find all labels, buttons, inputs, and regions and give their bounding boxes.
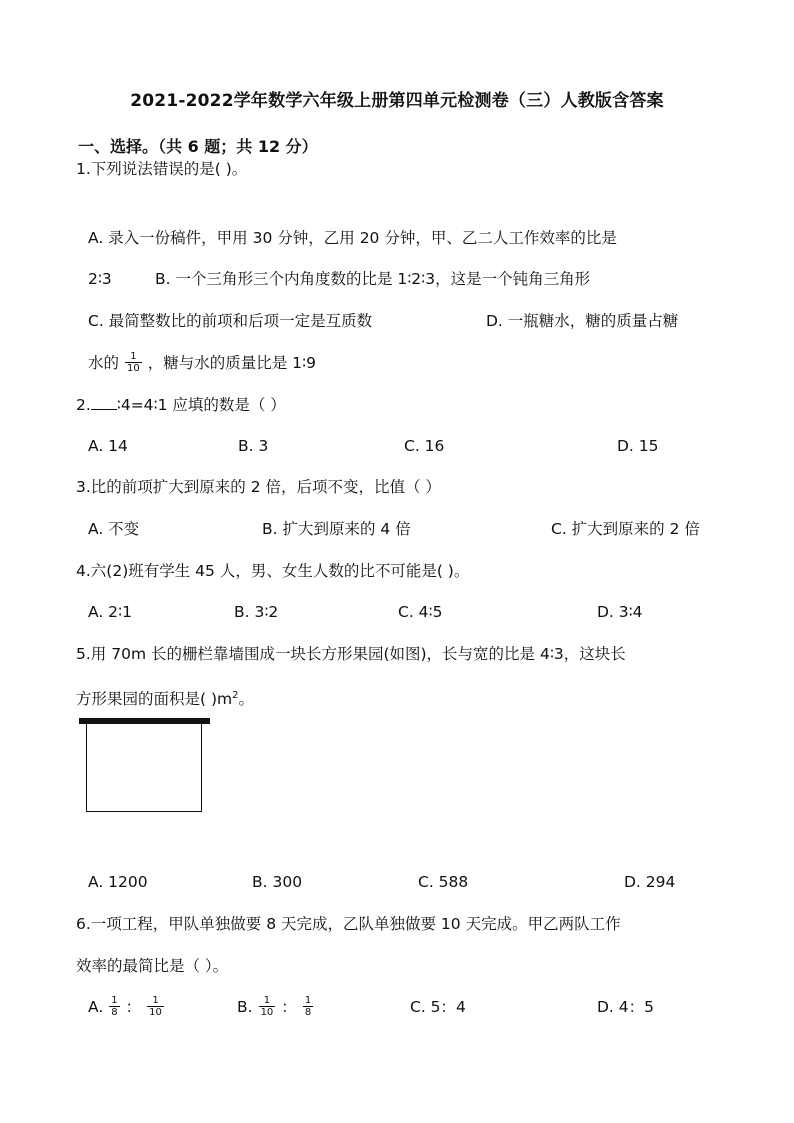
question-5-option-b: B. 300	[252, 873, 303, 891]
fraction-denominator: 10	[149, 1007, 162, 1018]
option-label: B.	[237, 998, 253, 1016]
superscript-2: 2	[232, 690, 239, 701]
question-1-option-b: B. 一个三角形三个内角度数的比是 1∶2∶3，这是一个钝角三角形	[155, 270, 591, 288]
fraction-one-eighth	[109, 995, 119, 1018]
question-5-stem-line2	[76, 685, 254, 710]
question-4-option-d: D. 3∶4	[597, 603, 643, 621]
question-2-option-b: B. 3	[238, 437, 269, 455]
fraction-numerator: 1	[130, 351, 137, 362]
fraction-numerator: 1	[152, 995, 159, 1006]
question-5-text: 方形果园的面积是( )m	[76, 690, 233, 709]
question-1-option-d: D. 一瓶糖水，糖的质量占糖	[486, 312, 679, 330]
question-2-stem	[76, 393, 286, 416]
question-1-option-a: A. 录入一份稿件，甲用 30 分钟，乙用 20 分钟，甲、乙二人工作效率的比是	[88, 229, 617, 247]
fraction-one-tenth	[259, 995, 276, 1018]
question-1-option-d-cont	[88, 352, 316, 375]
question-6-stem-line2: 效率的最简比是（ ）。	[76, 957, 229, 975]
fraction-denominator: 10	[260, 1007, 274, 1018]
question-1-option-c: C. 最简整数比的前项和后项一定是互质数	[88, 312, 373, 330]
fraction-one-tenth	[147, 995, 164, 1018]
question-3-option-b: B. 扩大到原来的 4 倍	[262, 520, 411, 538]
fraction-denominator: 8	[304, 1007, 312, 1018]
fraction-numerator: 1	[111, 995, 118, 1006]
question-5-option-c: C. 588	[418, 873, 469, 891]
ratio-separator: ：	[125, 998, 142, 1016]
option-d-text-post: ，糖与水的质量比是 1∶9	[147, 354, 316, 372]
question-6-option-c: C. 5：4	[410, 998, 466, 1016]
fraction-one-tenth	[125, 351, 142, 374]
question-2-option-a: A. 14	[88, 437, 128, 455]
option-d-text-pre: 水的	[88, 354, 120, 372]
question-5-text-end: 。	[238, 690, 255, 709]
question-2-text: ∶4=4∶1 应填的数是（ ）	[116, 396, 286, 414]
answer-blank	[91, 393, 117, 410]
question-6-stem-line1: 6.一项工程，甲队单独做要 8 天完成，乙队单独做要 10 天完成。甲乙两队工作	[76, 915, 621, 933]
question-3-option-a: A. 不变	[88, 520, 140, 538]
question-4-option-c: C. 4∶5	[398, 603, 443, 621]
question-4-option-b: B. 3∶2	[234, 603, 279, 621]
question-2-option-d: D. 15	[617, 437, 659, 455]
question-5-option-d: D. 294	[624, 873, 676, 891]
question-5-option-a: A. 1200	[88, 873, 148, 891]
orchard-rectangle	[86, 724, 202, 812]
question-6-option-b	[237, 996, 319, 1019]
question-3-option-c: C. 扩大到原来的 2 倍	[551, 520, 700, 538]
question-2-option-c: C. 16	[404, 437, 445, 455]
question-1-option-a-cont: 2∶3	[88, 270, 112, 288]
fraction-numerator: 1	[263, 995, 271, 1006]
fraction-denominator: 10	[127, 363, 140, 374]
question-5-stem-line1: 5.用 70m 长的栅栏靠墙围成一块长方形果园(如图)，长与宽的比是 4∶3，这块长	[76, 645, 626, 663]
question-1-stem: 1.下列说法错误的是( )。	[76, 160, 248, 178]
question-4-stem: 4.六(2)班有学生 45 人，男、女生人数的比不可能是( )。	[76, 562, 470, 580]
option-label: A.	[88, 998, 104, 1016]
question-4-option-a: A. 2∶1	[88, 603, 132, 621]
fraction-one-eighth	[303, 995, 313, 1018]
question-6-option-d: D. 4：5	[597, 998, 655, 1016]
question-6-option-a	[88, 996, 170, 1019]
fraction-numerator: 1	[304, 995, 312, 1006]
question-3-stem: 3.比的前项扩大到原来的 2 倍，后项不变，比值（ ）	[76, 478, 441, 496]
question-number: 2.	[76, 396, 91, 414]
fraction-denominator: 8	[111, 1007, 118, 1018]
page-title: 2021-2022学年数学六年级上册第四单元检测卷（三）人教版含答案	[130, 91, 664, 111]
ratio-separator: ：	[281, 998, 297, 1016]
section-heading: 一、选择。（共 6 题；共 12 分）	[78, 137, 318, 156]
